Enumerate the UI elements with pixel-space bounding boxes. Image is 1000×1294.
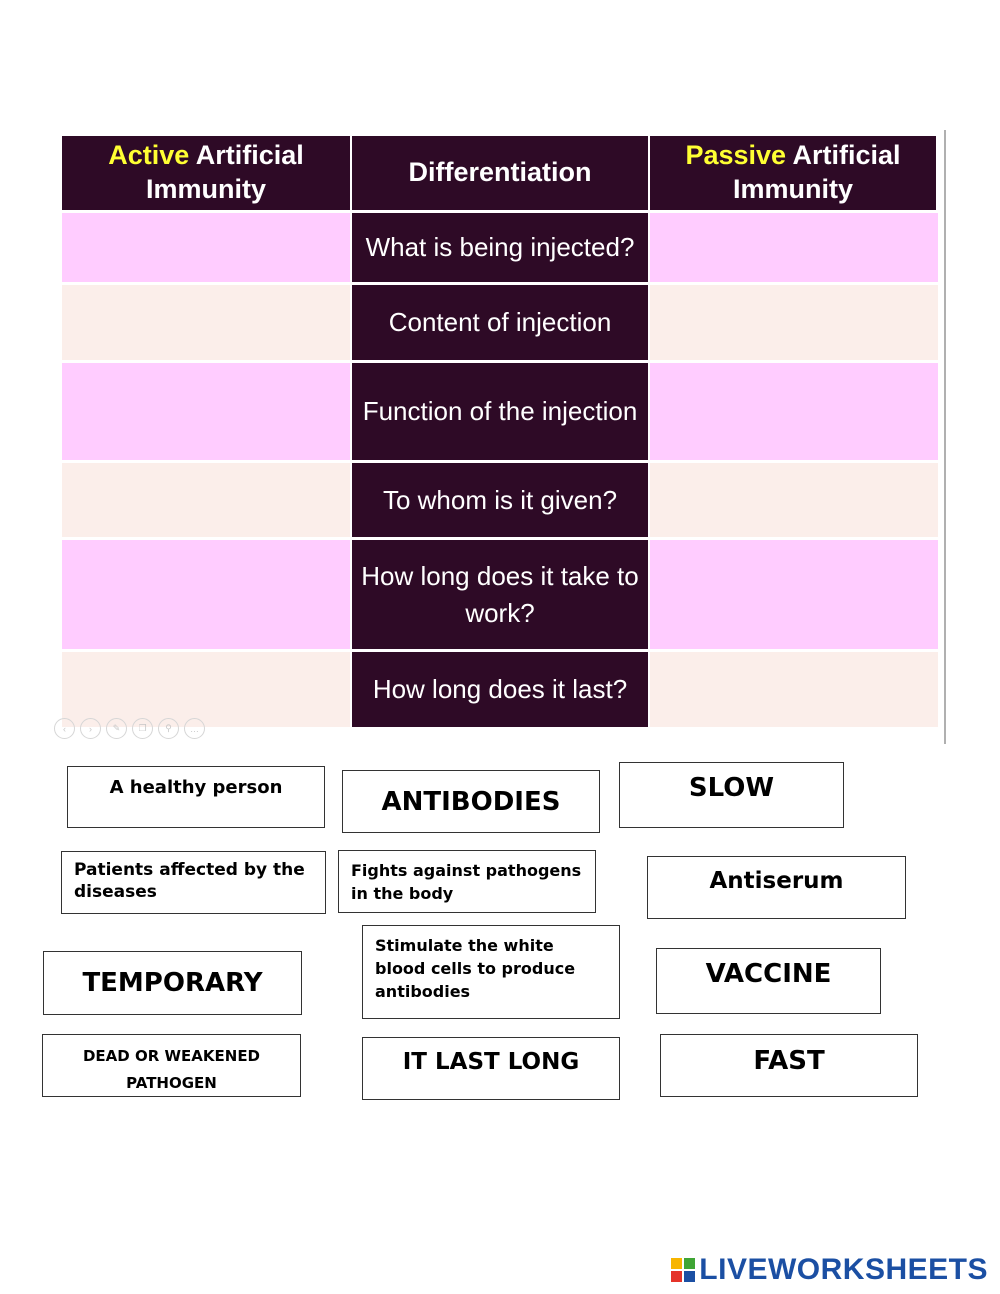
prev-icon[interactable]: ‹ — [54, 718, 75, 739]
logo-mark-icon — [671, 1258, 695, 1282]
row-question: How long does it last? — [352, 649, 650, 727]
card-stimulate[interactable]: Stimulate the white blood cells to produce antibodies — [362, 925, 620, 1019]
card-it-last-long[interactable]: IT LAST LONG — [362, 1037, 620, 1100]
active-answer-drop-zone[interactable] — [62, 460, 352, 537]
active-answer-drop-zone[interactable] — [62, 210, 352, 282]
zoom-icon[interactable]: ⚲ — [158, 718, 179, 739]
card-vaccine[interactable]: VACCINE — [656, 948, 881, 1014]
card-healthy-person[interactable]: A healthy person — [67, 766, 325, 828]
logo-square — [671, 1258, 682, 1269]
logo-square — [684, 1258, 695, 1269]
row-question: How long does it take to work? — [352, 537, 650, 649]
copy-icon[interactable]: ❐ — [132, 718, 153, 739]
liveworksheets-logo — [671, 1253, 988, 1287]
header-active-immunity: Active Artificial Immunity — [62, 136, 352, 210]
row-question: Content of injection — [352, 282, 650, 360]
row-question: Function of the injection — [352, 360, 650, 460]
passive-answer-drop-zone[interactable] — [650, 360, 938, 460]
active-answer-drop-zone[interactable] — [62, 649, 352, 727]
active-answer-drop-zone[interactable] — [62, 282, 352, 360]
row-question: What is being injected? — [352, 210, 650, 282]
pencil-icon[interactable]: ✎ — [106, 718, 127, 739]
logo-text: LIVEWORKSHEETS — [699, 1253, 988, 1286]
card-patients[interactable]: Patients affected by the diseases — [61, 851, 326, 914]
passive-answer-drop-zone[interactable] — [650, 210, 938, 282]
comparison-table — [62, 136, 938, 727]
passive-answer-drop-zone[interactable] — [650, 282, 938, 360]
card-temporary[interactable]: TEMPORARY — [43, 951, 302, 1015]
card-fast[interactable]: FAST — [660, 1034, 918, 1097]
card-fights[interactable]: Fights against pathogens in the body — [338, 850, 596, 913]
header-passive-immunity: Passive Artificial Immunity — [650, 136, 938, 210]
table-toolbar — [54, 718, 205, 739]
more-icon[interactable]: … — [184, 718, 205, 739]
card-antibodies[interactable]: ANTIBODIES — [342, 770, 600, 833]
card-antiserum[interactable]: Antiserum — [647, 856, 906, 919]
right-edge-line — [944, 130, 946, 744]
active-answer-drop-zone[interactable] — [62, 537, 352, 649]
next-icon[interactable]: › — [80, 718, 101, 739]
logo-square — [671, 1271, 682, 1282]
passive-answer-drop-zone[interactable] — [650, 649, 938, 727]
card-slow[interactable]: SLOW — [619, 762, 844, 828]
header-differentiation: Differentiation — [352, 136, 650, 210]
row-question: To whom is it given? — [352, 460, 650, 537]
active-answer-drop-zone[interactable] — [62, 360, 352, 460]
logo-square — [684, 1271, 695, 1282]
passive-answer-drop-zone[interactable] — [650, 460, 938, 537]
passive-answer-drop-zone[interactable] — [650, 537, 938, 649]
card-dead-or-weakened[interactable]: DEAD OR WEAKENED PATHOGEN — [42, 1034, 301, 1097]
